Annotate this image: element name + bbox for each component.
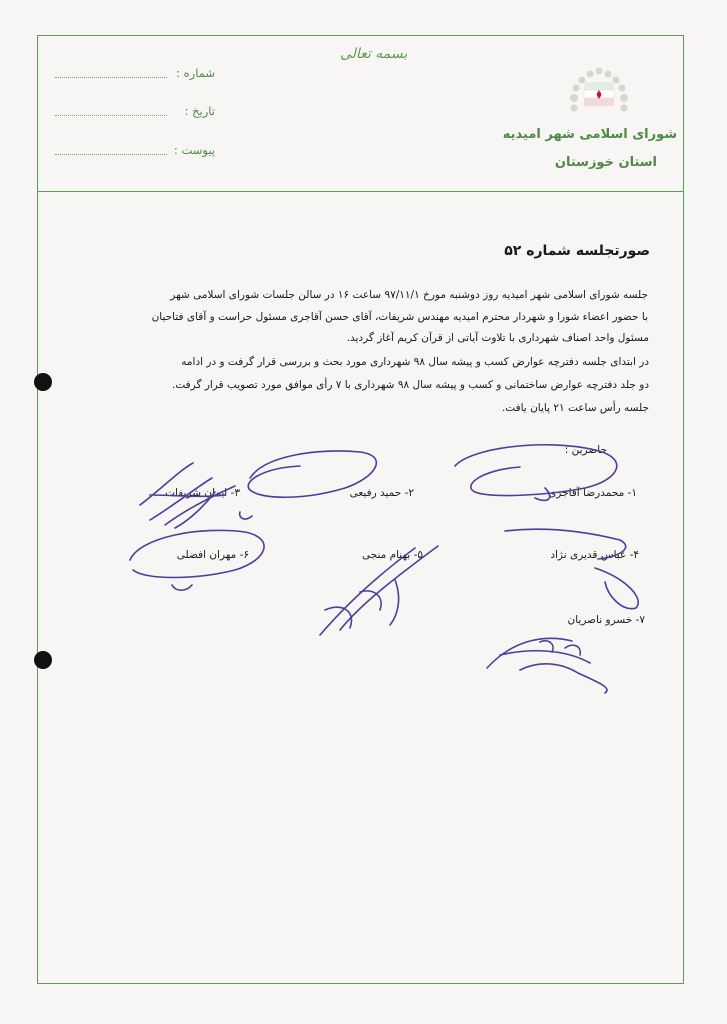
header-divider	[37, 191, 684, 192]
attendee-name: ۷- خسرو ناصریان	[567, 614, 645, 626]
attendee-name: ۱- محمدرضا آقاجری	[548, 487, 637, 499]
date-field	[55, 104, 215, 122]
date-label: تاریخ :	[184, 104, 215, 118]
iran-emblem-flag-icon	[566, 58, 632, 116]
punch-hole	[34, 373, 52, 391]
page-border	[37, 35, 684, 984]
minutes-title: صورتجلسه شماره ۵۲	[504, 243, 650, 259]
attachment-label: پیوست :	[173, 143, 215, 157]
body-line: مسئول واحد اصناف شهرداری با تلاوت آیاتی از قرآن کریم آغاز گردید.	[346, 332, 649, 344]
punch-hole	[34, 651, 52, 669]
number-field	[55, 66, 215, 84]
attachment-field	[55, 143, 215, 161]
body-line: جلسه شورای اسلامی شهر امیدیه روز دوشنبه مورخ ۹۷/۱۱/۱ ساعت ۱۶ در سالن جلسات شورای اسلامی شهر	[170, 289, 648, 301]
attachment-dotted-line	[55, 154, 167, 155]
body-line: دو جلد دفترچه عوارض ساختمانی و کسب و پیشه سال ۹۸ شهرداری با ۷ رأی موافق مورد تصویب قرار گرفت.	[172, 379, 649, 391]
body-line: با حضور اعضاء شورا و شهردار محترم امیدیه مهندس شریفات، آقای حسن آقاجری مسئول حراست و آقای فتاحیان	[151, 311, 648, 323]
province-name: استان خوزستان	[554, 155, 657, 170]
date-dotted-line	[55, 115, 167, 116]
attendee-name: ۲- حمید رفیعی	[349, 487, 414, 499]
attendees-label: حاضرین :	[564, 444, 607, 456]
attendee-name: ۳- ایمان شریفات	[165, 487, 240, 499]
body-line: در ابتدای جلسه دفترچه عوارض کسب و پیشه سال ۹۸ شهرداری مورد بحث و بررسی قرار گرفت و در ادامه	[181, 356, 649, 368]
attendee-name: ۵- بهنام منجی	[361, 549, 423, 561]
organization-name: شورای اسلامی شهر امیدیه	[502, 127, 677, 142]
bismillah: بسمه تعالی	[340, 46, 408, 62]
attendee-name: ۶- مهران افضلی	[176, 549, 249, 561]
closing-line: جلسه رأس ساعت ۲۱ پایان یافت.	[501, 402, 649, 414]
attendee-name: ۴- عباس قدیری نژاد	[550, 549, 639, 561]
number-label: شماره :	[176, 66, 215, 80]
number-dotted-line	[55, 77, 167, 78]
